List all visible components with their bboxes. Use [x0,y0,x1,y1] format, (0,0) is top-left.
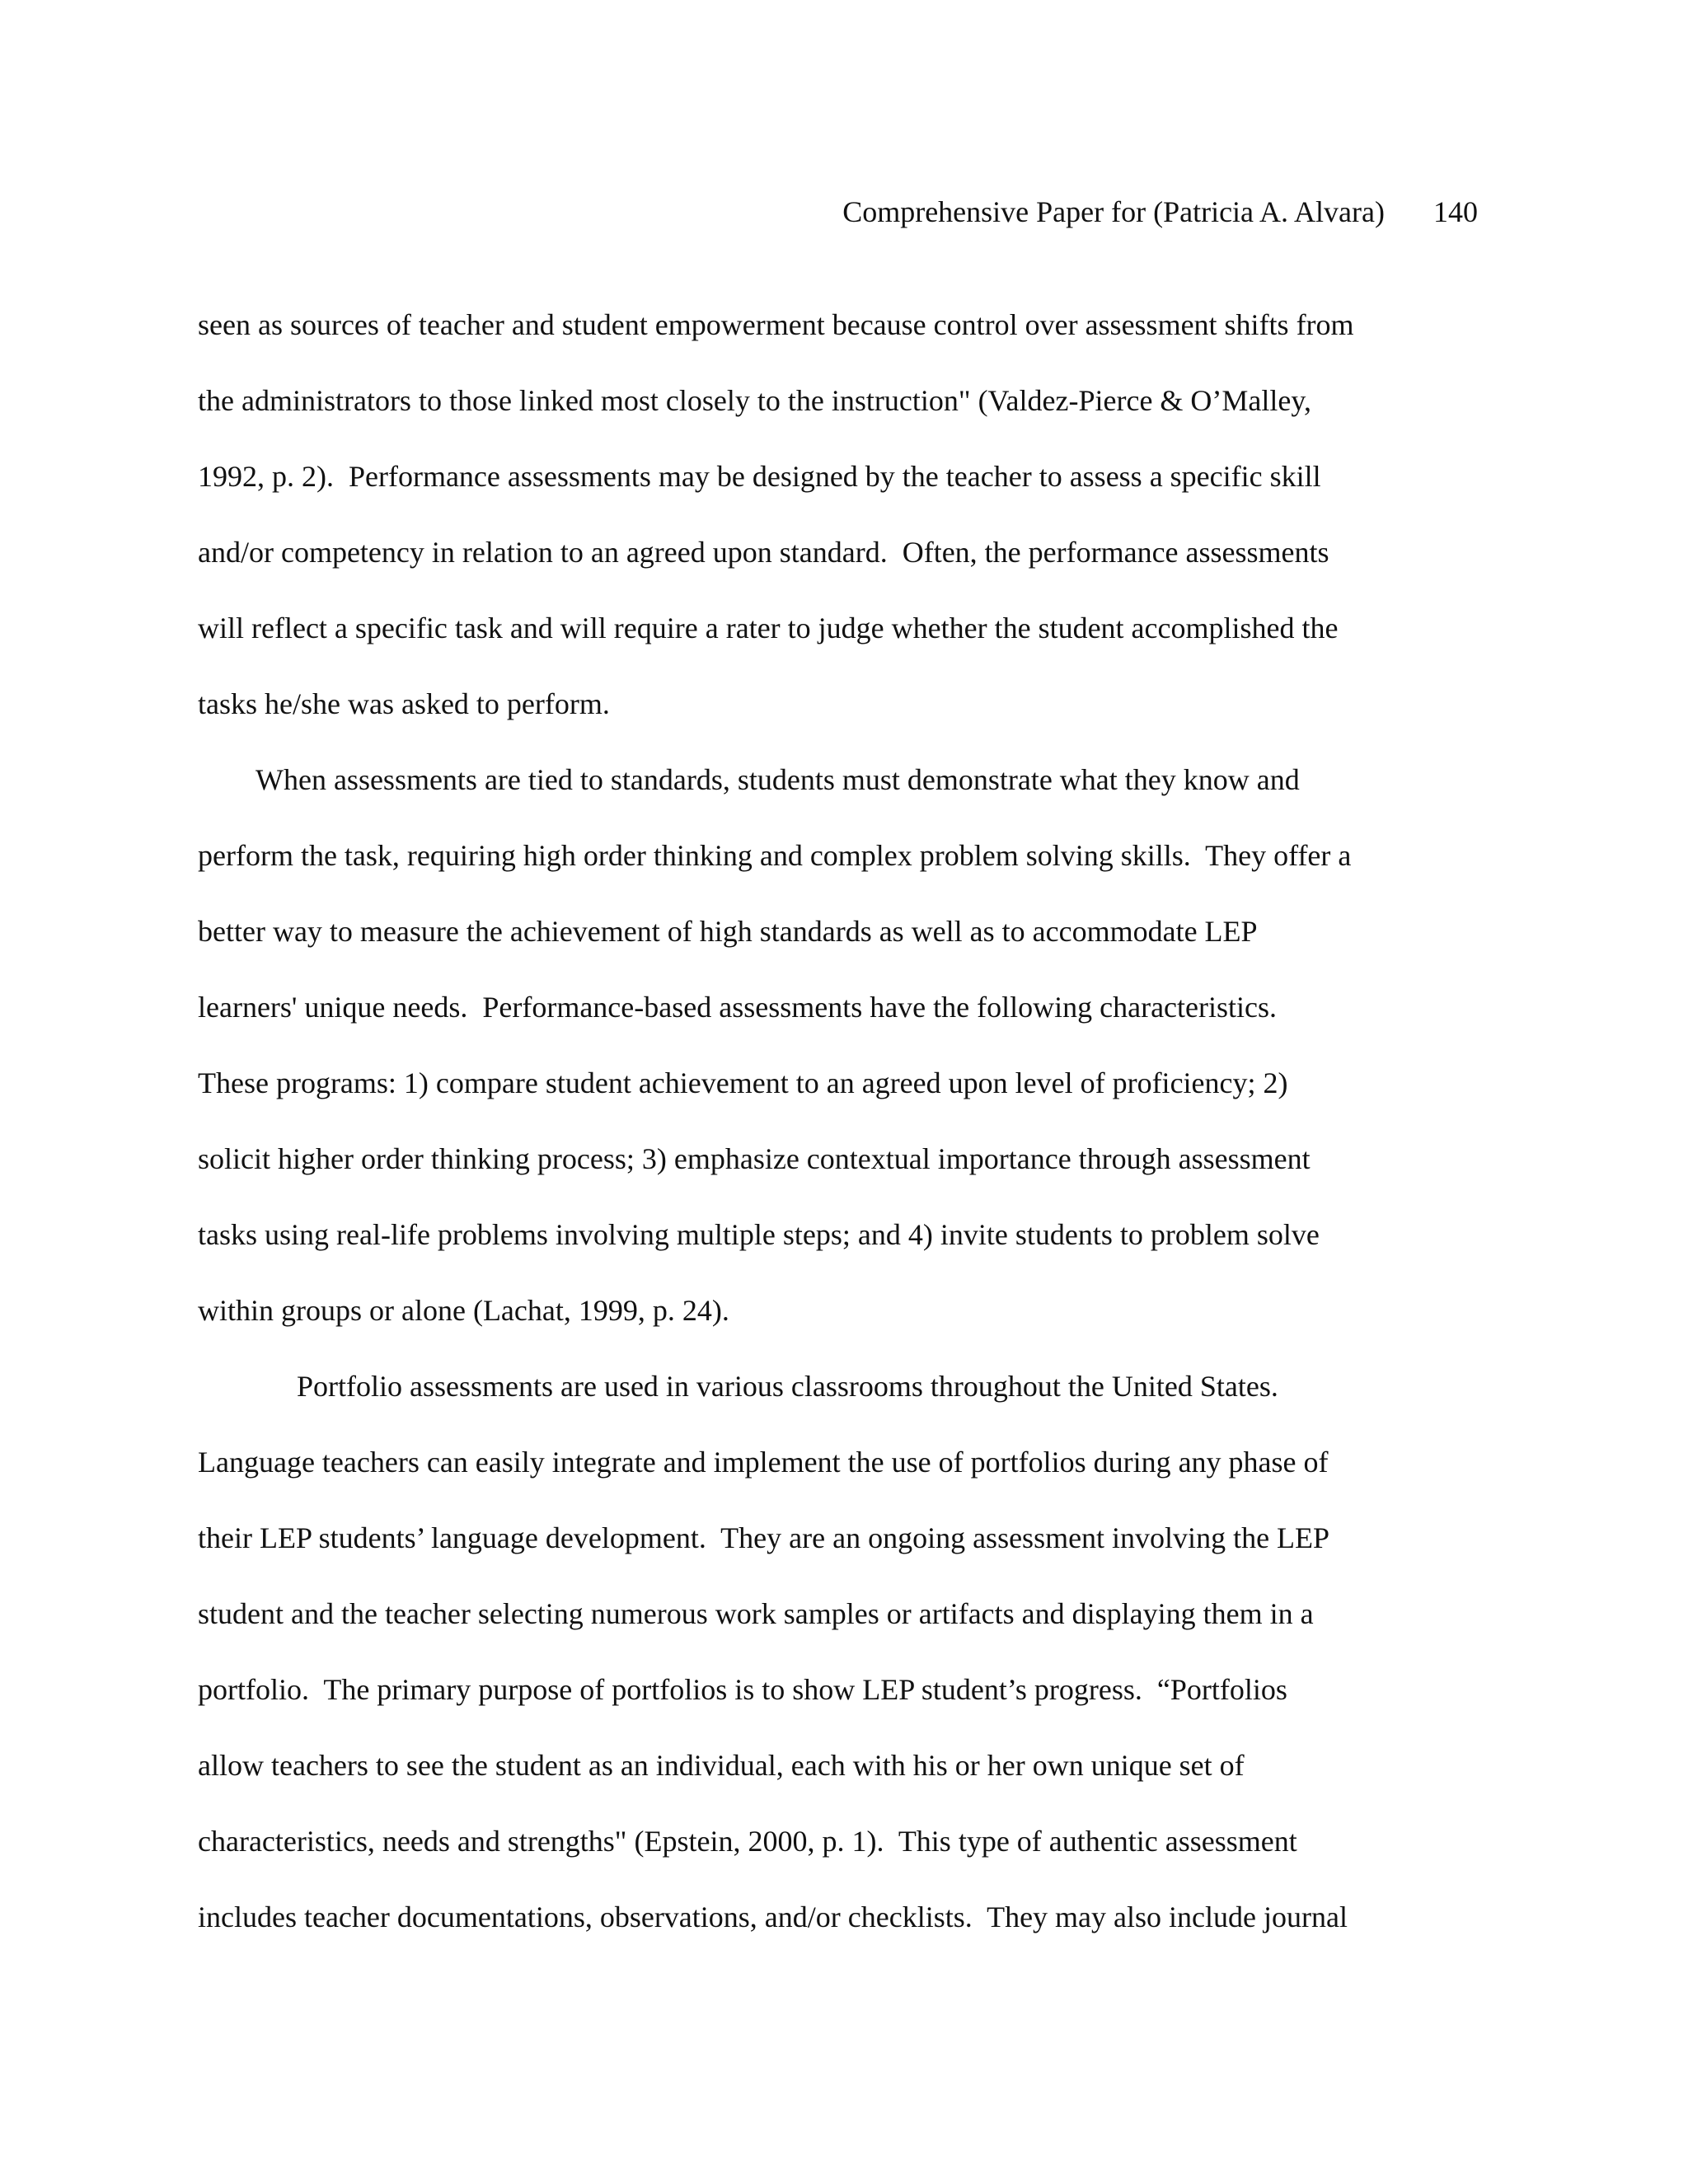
text-line: tasks he/she was asked to perform. [198,687,610,720]
text-line: Language teachers can easily integrate and implement the use of portfolios during any phase of [198,1446,1329,1479]
text-line: within groups or alone (Lachat, 1999, p. 24). [198,1294,729,1327]
text-line: the administrators to those linked most closely to the instruction" (Valdez-Pierce & O’Malley, [198,384,1312,417]
text-line: solicit higher order thinking process; 3) emphasize contextual importance through assessment [198,1142,1311,1175]
text-line: tasks using real-life problems involving multiple steps; and 4) invite students to problem solve [198,1218,1320,1251]
text-line: characteristics, needs and strengths" (Epstein, 2000, p. 1). This type of authentic assessment [198,1825,1297,1858]
text-line: their LEP students’ language development. They are an ongoing assessment involving the LEP [198,1521,1330,1554]
text-line: and/or competency in relation to an agreed upon standard. Often, the performance assessments [198,536,1329,569]
text-line: allow teachers to see the student as an individual, each with his or her own unique set of [198,1749,1245,1782]
text-line: better way to measure the achievement of high standards as well as to accommodate LEP [198,915,1258,948]
text-line: seen as sources of teacher and student empowerment because control over assessment shifts from [198,308,1354,341]
paragraph-3 [198,1348,1490,1955]
text-line: These programs: 1) compare student achievement to an agreed upon level of proficiency; 2) [198,1066,1288,1099]
text-line: includes teacher documentations, observations, and/or checklists. They may also include journal [198,1900,1348,1933]
text-line: portfolio. The primary purpose of portfolios is to show LEP student’s progress. “Portfolios [198,1673,1287,1706]
text-line: will reflect a specific task and will require a rater to judge whether the student accomplished the [198,612,1339,644]
body-text [198,287,1490,1955]
paragraph-2 [198,742,1490,1348]
paragraph-1 [198,287,1490,742]
text-line: 1992, p. 2). Performance assessments may be designed by the teacher to assess a specific skill [198,460,1321,493]
text-line: Portfolio assessments are used in various classrooms throughout the United States. [297,1370,1278,1403]
running-header [842,194,1478,230]
text-line: student and the teacher selecting numerous work samples or artifacts and displaying them in a [198,1597,1314,1630]
header-title: Comprehensive Paper for (Patricia A. Alvara) [842,195,1385,228]
text-line: When assessments are tied to standards, students must demonstrate what they know and [256,763,1300,796]
text-line: perform the task, requiring high order thinking and complex problem solving skills. They offer a [198,839,1352,872]
page-number: 140 [1433,195,1478,228]
text-line: learners' unique needs. Performance-based assessments have the following characteristics. [198,991,1278,1024]
